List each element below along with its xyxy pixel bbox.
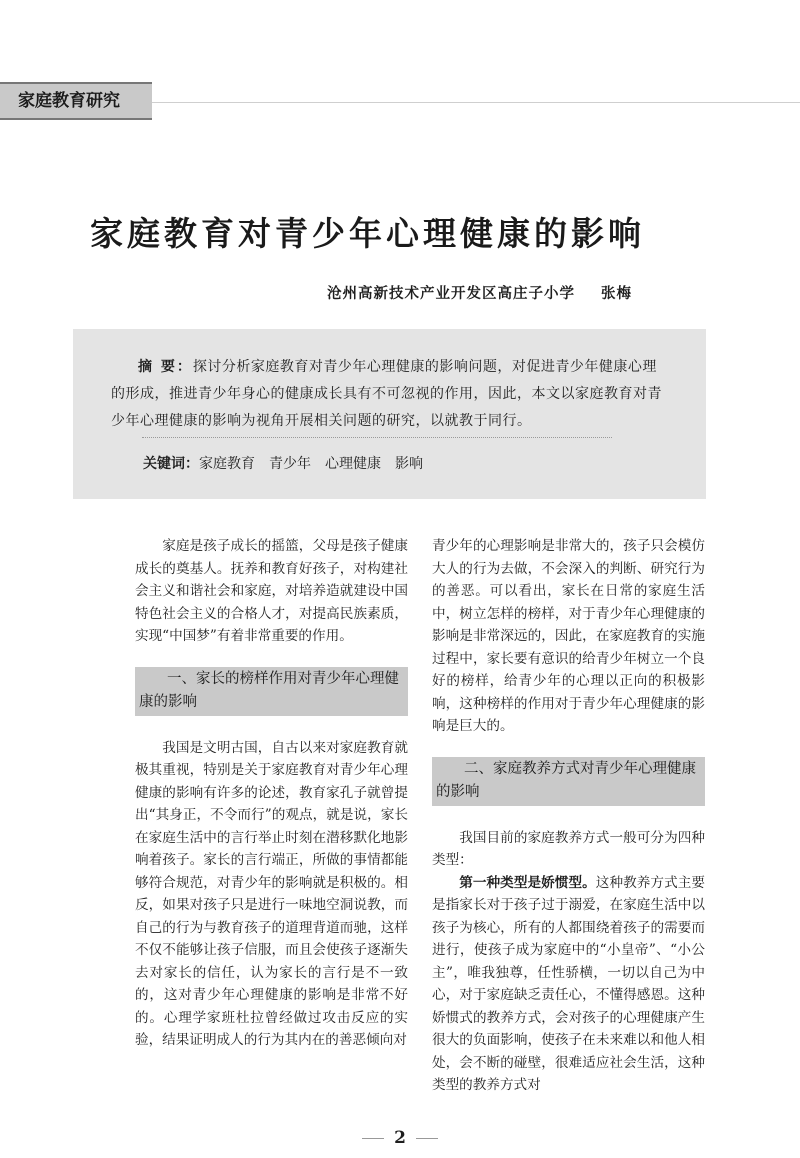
section1-paragraph: 我国是文明古国，自古以来对家庭教育就极其重视，特别是关于家庭教育对青少年心理健康的影响有许多的论述，教育家孔子就曾提出“其身正，不令而行”的观点，就是说，家长在家庭生活中的言行举止时刻在潜移默化地影响着孩子。家长的言行端正，所做的事情都能够符合规范，对青少年的影响就是积极的。相反，如果对孩子只是进行一味地空洞说教，而自己的行为与教育孩子的道理背道而驰，这样不仅不能够让孩子信服，而且会使孩子逐渐失去对家长的信任，认为家长的言行是不一致的，这对青少年心理健康的影响是非常不好的。心理学家班杜拉曾经做过攻击反应的实验，结果证明成人的行为其内在的善恶倾向对: [135, 739, 408, 1048]
section2-type1-paragraph: [432, 872, 705, 1097]
abstract-box: [73, 329, 706, 499]
section2-paragraph: 我国目前的家庭教养方式一般可分为四种类型：: [432, 829, 705, 868]
abstract-divider: [142, 437, 612, 438]
keyword: 心理健康: [325, 456, 381, 472]
footer-dash-left: [362, 1138, 384, 1139]
keyword: 青少年: [269, 456, 311, 472]
keyword: 影响: [395, 456, 423, 472]
page-number: 2: [394, 1128, 406, 1148]
author-line: [327, 282, 632, 303]
keywords-label: 关键词：: [143, 456, 199, 472]
author-name: 张梅: [601, 285, 632, 302]
abstract: [111, 354, 671, 435]
author-affiliation: 沧州高新技术产业开发区高庄子小学: [327, 285, 575, 302]
keyword: 家庭教育: [199, 456, 255, 472]
header-rule: [152, 102, 800, 103]
page-footer: [0, 1128, 800, 1148]
article-title: 家庭教育对青少年心理健康的影响: [90, 214, 645, 253]
type1-lead: 第一种类型是娇惯型。: [459, 874, 596, 891]
type1-text: 这种教养方式主要是指家长对于孩子过于溺爱，在家庭生活中以孩子为核心，所有的人都围绕着孩子的需要而进行，使孩子成为家庭中的“小皇帝”、“小公主”，唯我独尊，任性骄横，一切以自己为中心，对于家庭缺乏责任心，不懂得感恩。这种娇惯式的教养方式，会对孩子的心理健康产生很大的负面影响，使孩子在未来难以和他人相处，会不断的碰壁，很难适应社会生活，这种类型的教养方式对: [432, 874, 706, 1093]
footer-dash-right: [416, 1138, 438, 1139]
section1-heading: 一、家长的榜样作用对青少年心理健康的影响: [135, 667, 408, 716]
section-tab: 家庭教育研究: [0, 82, 152, 120]
section2-heading: 二、家庭教养方式对青少年心理健康的影响: [432, 757, 705, 806]
intro-paragraph: 家庭是孩子成长的摇篮，父母是孩子健康成长的奠基人。抚养和教育好孩子，对构建社会主义和谐社会和家庭，对培养造就建设中国特色社会主义的合格人才，对提高民族素质，实现“中国梦”有着非常重要的作用。: [135, 538, 408, 644]
keywords: [143, 452, 437, 476]
abstract-text: 探讨分析家庭教育对青少年心理健康的影响问题，对促进青少年健康心理的形成，推进青少年身心的健康成长具有不可忽视的作用，因此，本文以家庭教育对青少年心理健康的影响为视角开展相关问题的研究，以就教于同行。: [111, 359, 662, 429]
abstract-label: 摘 要：: [138, 359, 193, 375]
body-column-left: [135, 535, 408, 1052]
section1-paragraph-continued: 青少年的心理影响是非常大的，孩子只会模仿大人的行为去做，不会深入的判断、研究行为的善恶。可以看出，家长在日常的家庭生活中，树立怎样的榜样，对于青少年心理健康的影响是非常深远的，因此，在家庭教育的实施过程中，家长要有意识的给青少年树立一个良好的榜样，给青少年的心理以正向的积极影响，这种榜样的作用对于青少年心理健康的影响是巨大的。: [432, 538, 705, 734]
body-column-right: [432, 535, 705, 1097]
